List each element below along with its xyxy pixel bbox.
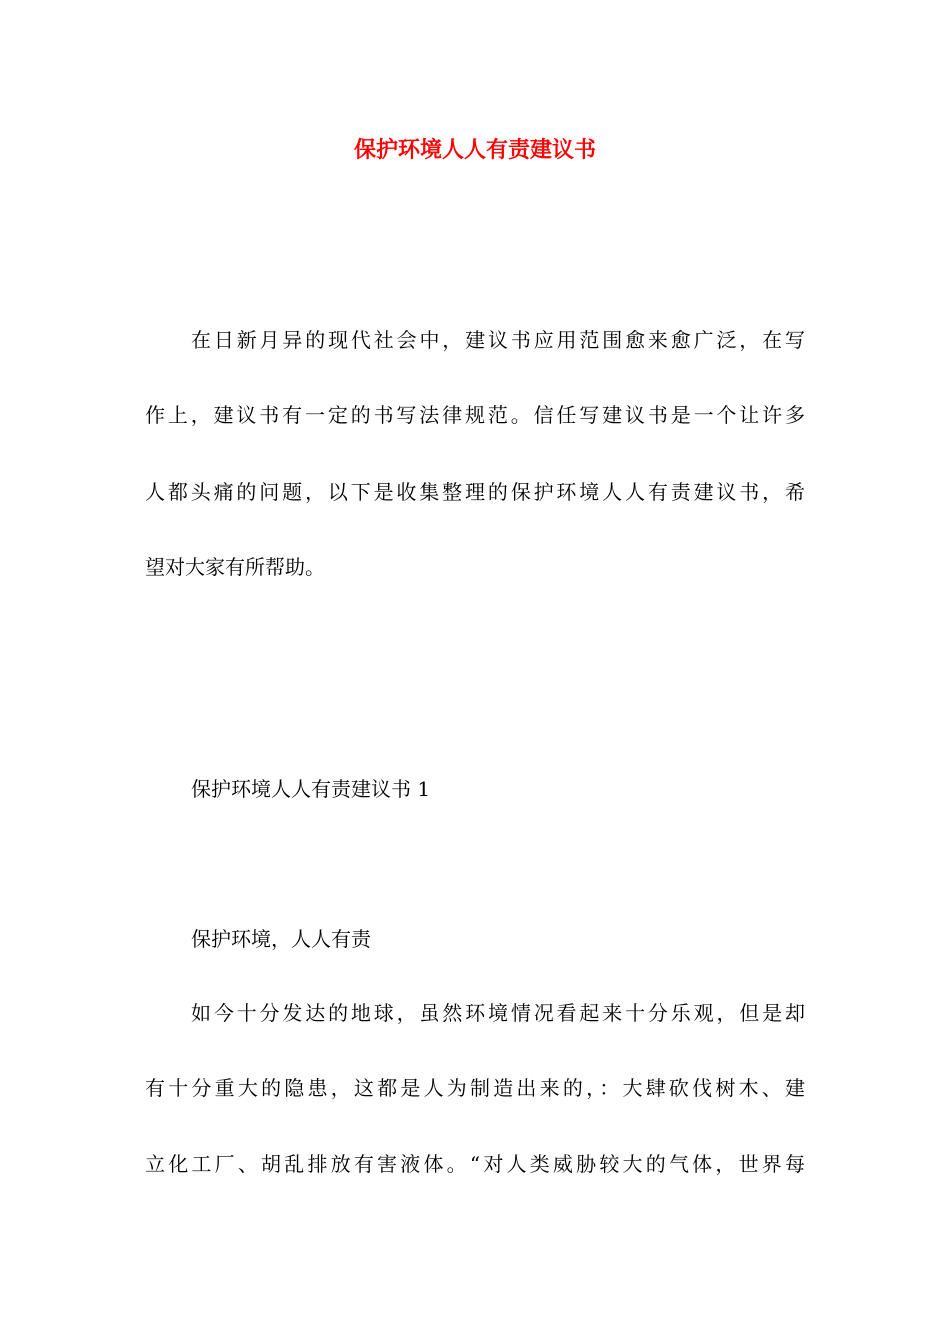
intro-line-4: 望对大家有所帮助。 — [145, 555, 325, 579]
body-line-1: 如今十分发达的地球，虽然环境情况看起来十分乐观，但是却 — [191, 1001, 805, 1025]
intro-line-2: 作上，建议书有一定的书写法律规范。信任写建议书是一个让许多 — [145, 403, 805, 427]
section-heading: 保护环境人人有责建议书 1 — [191, 777, 431, 801]
document-title: 保护环境人人有责建议书 — [353, 138, 596, 163]
intro-line-1: 在日新月异的现代社会中，建议书应用范围愈来愈广泛，在写 — [191, 328, 805, 352]
intro-line-3: 人都头痛的问题，以下是收集整理的保护环境人人有责建议书，希 — [145, 480, 805, 504]
body-line-2: 有十分重大的隐患，这都是人为制造出来的，：大肆砍伐树木、建 — [145, 1076, 805, 1100]
body-line-3: 立化工厂、胡乱排放有害液体。“对人类威胁较大的气体，世界每 — [145, 1152, 805, 1176]
section-subheading: 保护环境，人人有责 — [191, 927, 371, 951]
